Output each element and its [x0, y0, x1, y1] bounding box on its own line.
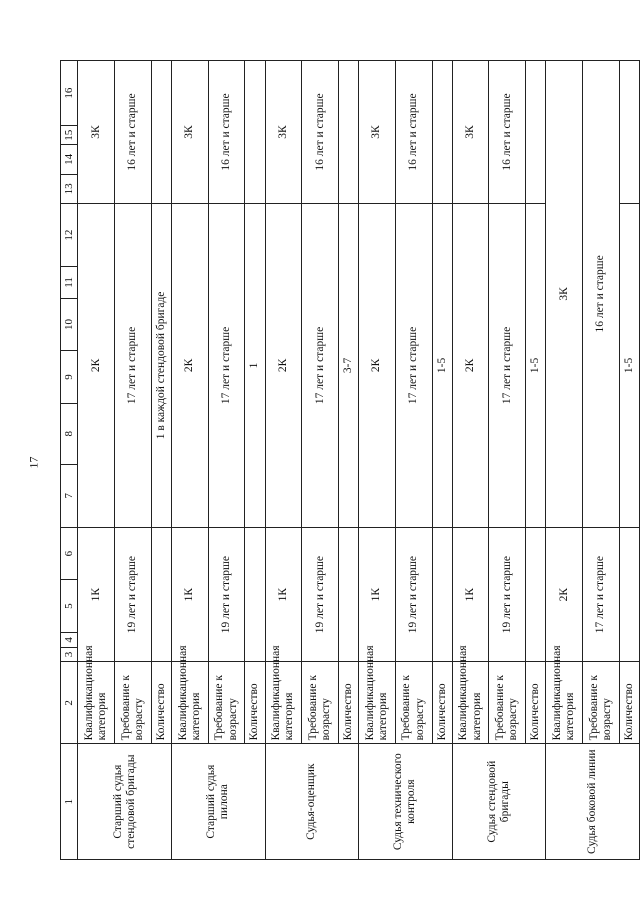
empty-cell [245, 527, 265, 662]
attribute-label: Количество [245, 662, 265, 744]
table-row [432, 61, 452, 860]
attribute-label: Квалификационная категория [546, 662, 583, 744]
role-name: Старший судья пилона [172, 744, 266, 860]
cat-value: 3К [172, 61, 209, 204]
empty-cell [619, 527, 639, 662]
cat-value: 3К [546, 61, 583, 528]
empty-cell [432, 527, 452, 662]
age-value: 19 лет и старше [302, 527, 339, 662]
cat-value: 2К [359, 204, 396, 528]
cat-value: 1К [452, 527, 489, 662]
col-num: 11 [61, 267, 78, 299]
col-num: 1 [61, 744, 78, 860]
role-name: Судья технического контроля [359, 744, 453, 860]
attribute-label: Количество [151, 662, 171, 744]
table-row [208, 61, 245, 860]
age-value: 16 лет и старше [395, 61, 432, 204]
attribute-label: Квалификационная категория [78, 662, 115, 744]
attribute-label: Квалификационная категория [172, 662, 209, 744]
age-value: 19 лет и старше [489, 527, 526, 662]
age-value: 17 лет и старше [395, 204, 432, 528]
age-value: 19 лет и старше [208, 527, 245, 662]
role-name: Судья-оценщик [265, 744, 359, 860]
attribute-label: Квалификационная категория [359, 662, 396, 744]
attribute-label: Количество [619, 662, 639, 744]
table-row [526, 61, 546, 860]
age-value: 17 лет и старше [489, 204, 526, 528]
empty-cell [432, 61, 452, 204]
age-value: 17 лет и старше [208, 204, 245, 528]
cat-value: 2К [452, 204, 489, 528]
rotated-page [60, 60, 640, 860]
attribute-label: Требование к возрасту [302, 662, 339, 744]
col-num: 8 [61, 403, 78, 464]
col-num: 5 [61, 580, 78, 633]
cat-value: 3К [265, 61, 302, 204]
table-row [265, 61, 302, 860]
table-row [302, 61, 339, 860]
age-value: 17 лет и старше [302, 204, 339, 528]
referee-requirements-table [60, 60, 640, 860]
age-value: 16 лет и старше [208, 61, 245, 204]
age-value: 16 лет и старше [489, 61, 526, 204]
attribute-label: Квалификационная категория [265, 662, 302, 744]
count-value: 3-7 [338, 204, 358, 528]
role-name: Старший судья стендовой бригады [78, 744, 172, 860]
cat-value: 1К [265, 527, 302, 662]
empty-cell [245, 61, 265, 204]
age-value: 19 лет и старше [395, 527, 432, 662]
attribute-label: Количество [432, 662, 452, 744]
empty-cell [151, 527, 171, 662]
table-row [245, 61, 265, 860]
col-num: 7 [61, 464, 78, 527]
count-value: 1 [245, 204, 265, 528]
age-value: 17 лет и старше [115, 204, 152, 528]
cat-value: 3К [359, 61, 396, 204]
attribute-label: Количество [338, 662, 358, 744]
age-value: 17 лет и старше [583, 527, 620, 662]
col-num: 15 [61, 126, 78, 145]
column-number-row [61, 61, 78, 860]
attribute-label: Требование к возрасту [395, 662, 432, 744]
table-row [619, 61, 639, 860]
col-num: 14 [61, 145, 78, 174]
table-row [489, 61, 526, 860]
cat-value: 2К [265, 204, 302, 528]
empty-cell [526, 61, 546, 204]
attribute-label: Требование к возрасту [489, 662, 526, 744]
table-row [395, 61, 432, 860]
empty-cell [151, 61, 171, 204]
col-num: 13 [61, 174, 78, 203]
cat-value: 3К [78, 61, 115, 204]
table-row [151, 61, 171, 860]
table-row [452, 61, 489, 860]
col-num: 16 [61, 61, 78, 126]
attribute-label: Квалификационная категория [452, 662, 489, 744]
attribute-label: Требование к возрасту [583, 662, 620, 744]
age-value: 16 лет и старше [115, 61, 152, 204]
table-row [359, 61, 396, 860]
table-row [115, 61, 152, 860]
table-row [338, 61, 358, 860]
col-num: 12 [61, 204, 78, 267]
count-value: 1 в каждой стендовой бригаде [151, 204, 171, 528]
count-value: 1-5 [526, 204, 546, 528]
role-name: Судья стендовой бригады [452, 744, 546, 860]
empty-cell [526, 527, 546, 662]
count-value: 1-5 [619, 204, 639, 528]
cat-value: 1К [359, 527, 396, 662]
empty-cell [619, 61, 639, 204]
table-row [78, 61, 115, 860]
cat-value: 2К [546, 527, 583, 662]
age-value: 16 лет и старше [583, 61, 620, 528]
col-num: 3 [61, 647, 78, 662]
empty-cell [338, 527, 358, 662]
attribute-label: Количество [526, 662, 546, 744]
age-value: 19 лет и старше [115, 527, 152, 662]
table-row [172, 61, 209, 860]
cat-value: 2К [78, 204, 115, 528]
role-name: Судья боковой линии [546, 744, 640, 860]
cat-value: 3К [452, 61, 489, 204]
attribute-label: Требование к возрасту [115, 662, 152, 744]
col-num: 9 [61, 351, 78, 404]
empty-cell [338, 61, 358, 204]
age-value: 16 лет и старше [302, 61, 339, 204]
page-number: 17 [26, 456, 41, 469]
cat-value: 1К [172, 527, 209, 662]
col-num: 10 [61, 298, 78, 351]
col-num: 4 [61, 632, 78, 647]
attribute-label: Требование к возрасту [208, 662, 245, 744]
table-row [546, 61, 583, 860]
count-value: 1-5 [432, 204, 452, 528]
cat-value: 1К [78, 527, 115, 662]
col-num: 6 [61, 527, 78, 580]
col-num: 2 [61, 662, 78, 744]
table-row [583, 61, 620, 860]
cat-value: 2К [172, 204, 209, 528]
